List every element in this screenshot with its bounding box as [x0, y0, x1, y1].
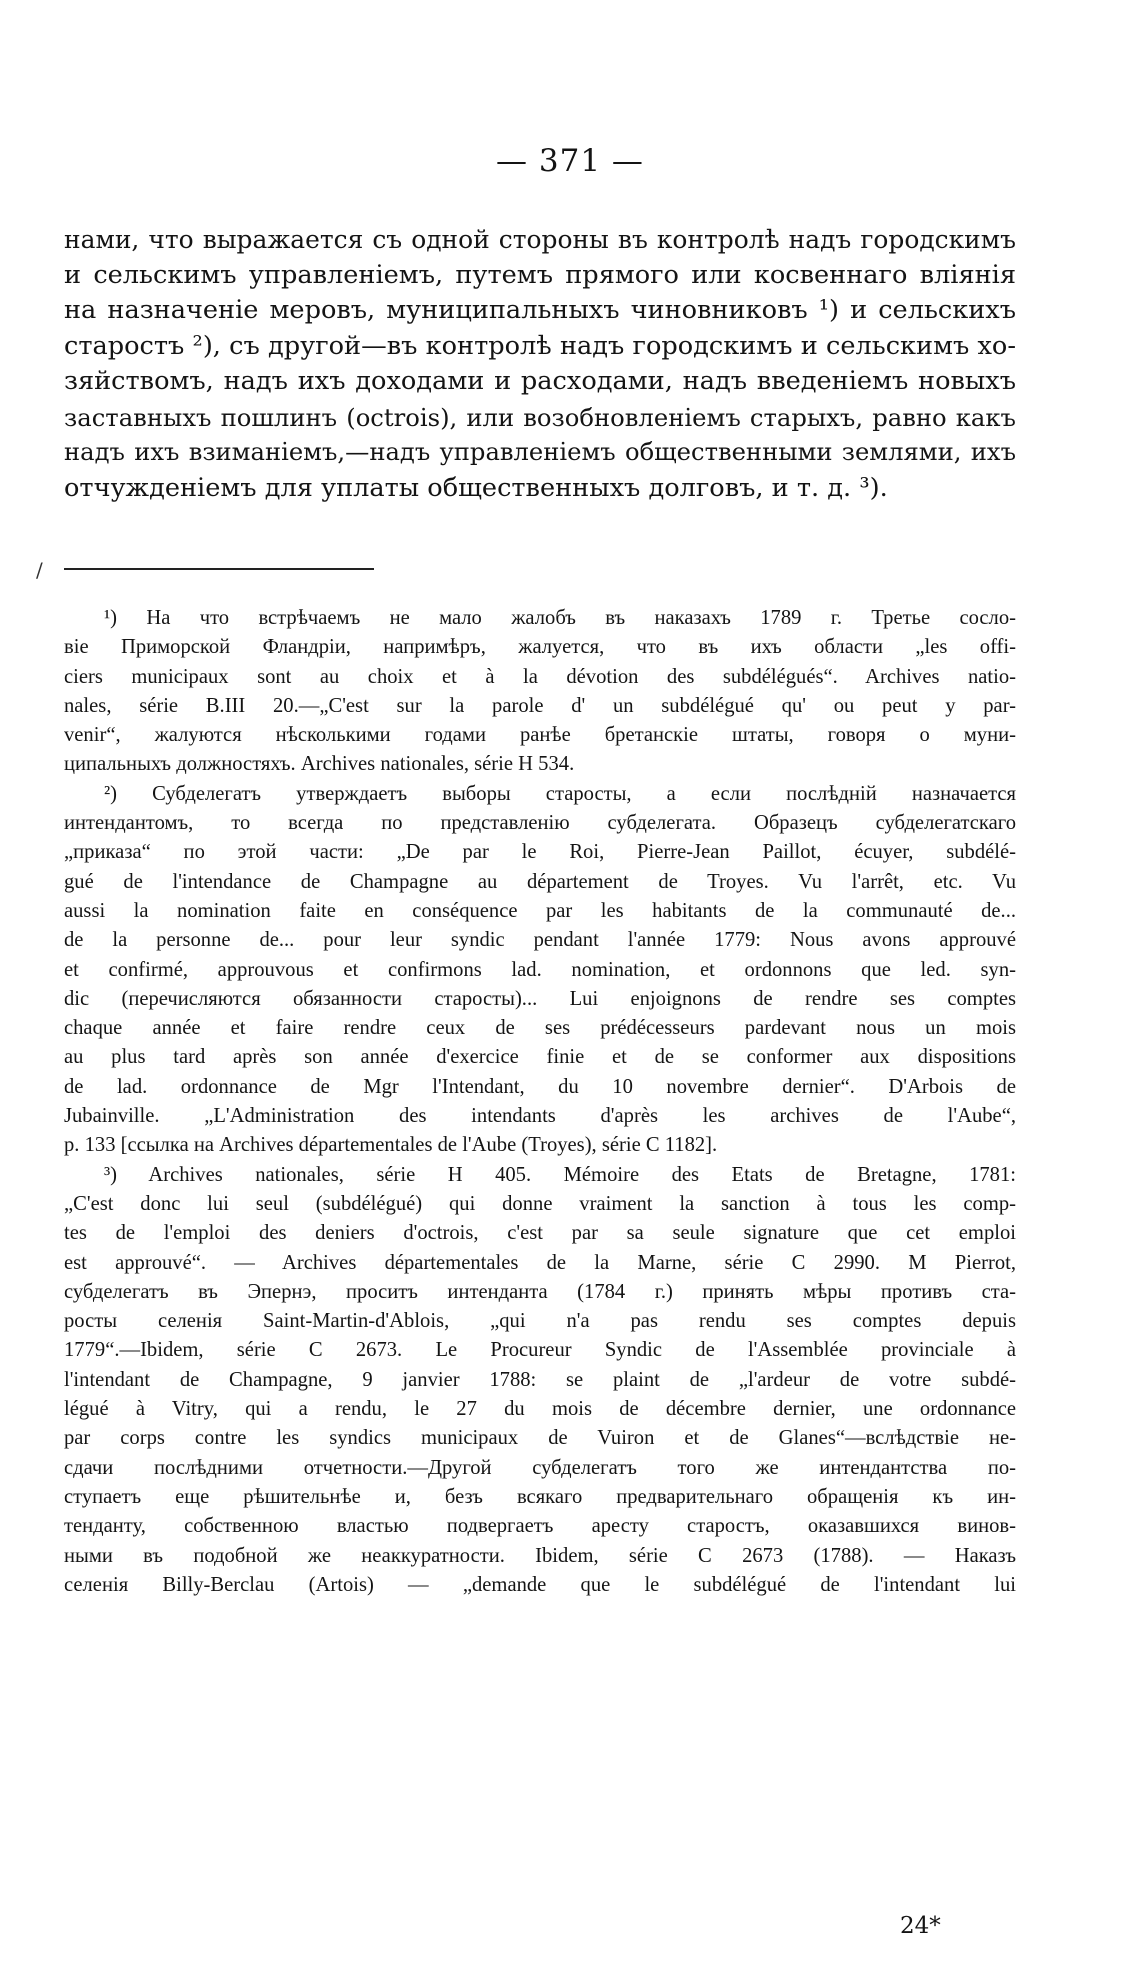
- footnote-line: l'intendant de Champagne, 9 janvier 1788: se plaint de „l'ardeur de votre subdé-: [64, 1368, 1016, 1391]
- footnote-line: par corps contre les syndics municipaux de Vuiron et de Glanes“—вслѣдствіе не-: [64, 1427, 1016, 1450]
- main-text-line: старостъ ²), съ другой—въ контролѣ надъ городскимъ и сельскимъ хо-: [64, 330, 1016, 361]
- stray-mark: /: [36, 558, 43, 582]
- footnotes: [64, 604, 1016, 1600]
- footnote-3: [64, 1161, 1016, 1600]
- footnote-line: ными въ подобной же неаккуратности. Ibidem, série C 2673 (1788). — Наказъ: [64, 1544, 1016, 1567]
- footnote-line: venir“, жалуются нѣсколькими годами ранѣе бретанскіе штаты, говоря о муни-: [64, 724, 1016, 747]
- footnote-line: интендантомъ, то всегда по представленію субделегата. Образецъ субделегатскаго: [64, 812, 1016, 835]
- footnote-line: тенданту, собственною властью подвергаетъ аресту старостъ, оказавшихся винов-: [64, 1515, 1016, 1538]
- signature-mark: 24*: [900, 1913, 941, 1939]
- footnote-line: est approuvé“. — Archives départementales de la Marne, série C 2990. M Pierrot,: [64, 1251, 1016, 1274]
- footnote-line: ²) Субделегатъ утверждаетъ выборы старосты, а если послѣдній назначается: [104, 782, 1016, 805]
- footnote-line: селенія Billy-Berclau (Artois) — „demande que le subdélégué de l'intendant lui: [64, 1573, 1016, 1596]
- footnote-line: ¹) На что встрѣчаемъ не мало жалобъ въ наказахъ 1789 г. Третье сосло-: [104, 607, 1016, 629]
- main-paragraph: [64, 222, 1016, 506]
- footnote-2: [64, 780, 1016, 1161]
- footnote-line: tes de l'emploi des deniers d'octrois, c'est par sa seule signature que cet emploi: [64, 1222, 1016, 1245]
- page-number: — 371 —: [496, 143, 644, 179]
- footnote-line: ципальныхъ должностяхъ. Archives nationales, série H 534.: [64, 753, 575, 776]
- footnote-line: aussi la nomination faite en conséquence par les habitants de la communauté de...: [64, 899, 1016, 922]
- main-text-line: на назначеніе меровъ, муниципальныхъ чиновниковъ ¹) и сельскихъ: [64, 295, 1016, 325]
- footnote-line: „приказа“ по этой части: „De par le Roi, Pierre-Jean Paillot, écuyer, subdélé-: [64, 841, 1016, 864]
- footnote-line: chaque année et faire rendre ceux de ses prédécesseurs pardevant nous un mois: [64, 1017, 1016, 1040]
- footnote-line: „C'est donc lui seul (subdélégué) qui donne vraiment la sanction à tous les comp-: [64, 1192, 1016, 1215]
- footnote-line: p. 133 [ссылка на Archives départementales de l'Aube (Troyes), série C 1182].: [64, 1134, 718, 1157]
- footnote-line: ciers municipaux sont au choix et à la dévotion des subdélégués“. Archives natio-: [64, 665, 1016, 688]
- footnote-separator: [64, 568, 374, 570]
- main-text-line: и сельскимъ управленіемъ, путемъ прямого или косвеннаго вліянія: [64, 259, 1016, 290]
- footnote-line: віе Приморской Фландріи, напримѣръ, жалуется, что въ ихъ области „les offi-: [64, 636, 1016, 659]
- footnote-line: de lad. ordonnance de Mgr l'Intendant, du 10 novembre dernier“. D'Arbois de: [64, 1075, 1016, 1098]
- footnote-line: nales, série B.III 20.—„C'est sur la parole d' un subdélégué qu' ou peut y par-: [64, 694, 1016, 717]
- footnote-1: [64, 604, 1016, 780]
- footnote-line: ступаетъ еще рѣшительнѣе и, безъ всякаго предварительнаго обращенія къ ин-: [64, 1485, 1016, 1508]
- main-text-line: зяйствомъ, надъ ихъ доходами и расходами, надъ введеніемъ новыхъ: [64, 366, 1016, 396]
- main-text-line: отчужденіемъ для уплаты общественныхъ долговъ, и т. д. ³).: [64, 472, 888, 503]
- footnote-line: dic (перечисляются обязанности старосты)... Lui enjoignons de rendre ses comptes: [64, 987, 1016, 1010]
- footnote-line: ³) Archives nationales, série H 405. Mémoire des Etats de Bretagne, 1781:: [104, 1163, 1016, 1186]
- footnote-line: сдачи послѣдними отчетности.—Другой субделегатъ того же интендантства по-: [64, 1456, 1016, 1479]
- footnote-line: et confirmé, approuvous et confirmons lad. nomination, et ordonnons que led. syn-: [64, 958, 1016, 981]
- main-text-line: нами, что выражается съ одной стороны въ контролѣ надъ городскимъ: [64, 225, 1016, 254]
- footnote-line: росты селенія Saint-Martin-d'Ablois, „qui n'a pas rendu ses comptes depuis: [64, 1310, 1016, 1333]
- footnote-line: субделегатъ въ Эпернэ, проситъ интенданта (1784 г.) принять мѣры противъ ста-: [64, 1280, 1016, 1303]
- footnote-line: au plus tard après son année d'exercice finie et de se conformer aux dispositions: [64, 1046, 1016, 1069]
- footnote-line: 1779“.—Ibidem, série C 2673. Le Procureur Syndic de l'Assemblée provinciale à: [64, 1339, 1016, 1362]
- main-text-line: надъ ихъ взиманіемъ,—надъ управленіемъ общественными землями, ихъ: [64, 438, 1016, 466]
- main-text-line: заставныхъ пошлинъ (octrois), или возобновленіемъ старыхъ, равно какъ: [64, 402, 1016, 432]
- footnote-line: de la personne de... pour leur syndic pendant l'année 1779: Nous avons approuvé: [64, 929, 1016, 952]
- footnote-line: légué à Vitry, qui a rendu, le 27 du mois de décembre dernier, une ordonnance: [64, 1398, 1016, 1421]
- footnote-line: gué de l'intendance de Champagne au département de Troyes. Vu l'arrêt, etc. Vu: [64, 870, 1016, 893]
- footnote-line: Jubainville. „L'Administration des intendants d'après les archives de l'Aube“,: [64, 1105, 1016, 1128]
